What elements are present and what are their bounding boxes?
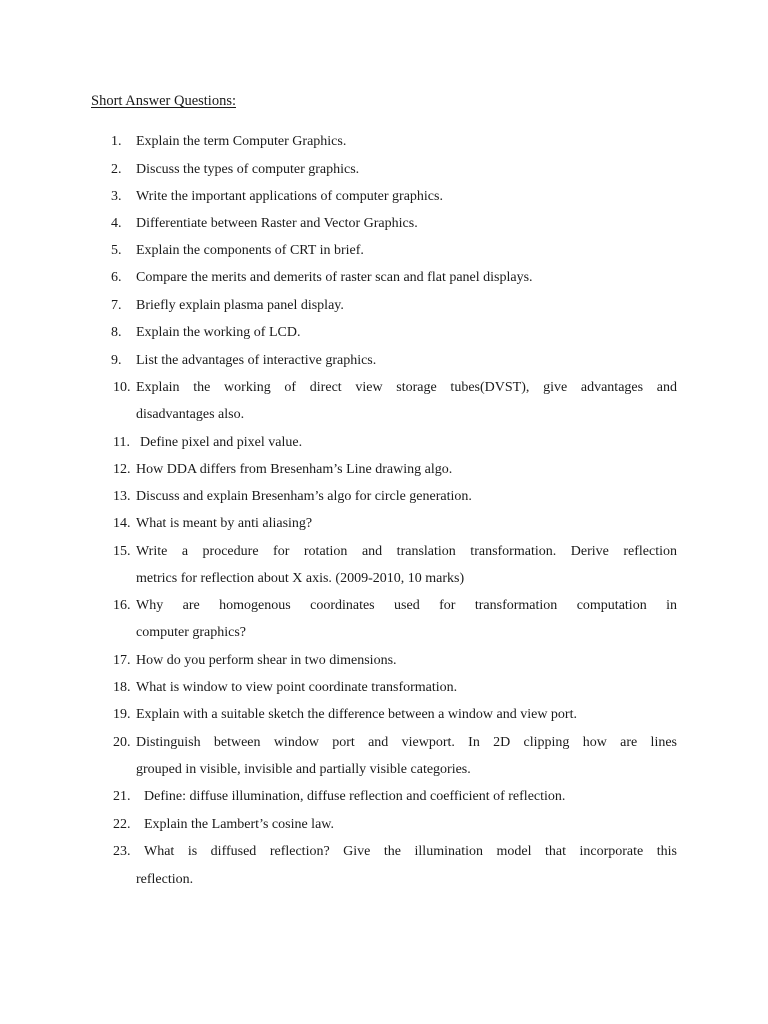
list-item <box>0 160 768 180</box>
list-item <box>0 268 768 288</box>
item-text-line: grouped in visible, invisible and partially visible categories. <box>136 762 471 777</box>
item-text-line: Distinguish between window port and viewport. In 2D clipping how are lines <box>136 735 677 750</box>
list-item <box>0 815 768 835</box>
item-number: 3. <box>111 189 122 204</box>
item-text-line: Why are homogenous coordinates used for transformation computation in <box>136 598 677 613</box>
item-number: 22. <box>113 817 131 832</box>
item-text: What is window to view point coordinate transformation. <box>136 680 458 695</box>
item-number: 12. <box>113 462 131 477</box>
list-item <box>0 296 768 316</box>
item-number: 10. <box>113 380 131 395</box>
item-number: 9. <box>111 353 122 368</box>
item-text: What is meant by anti aliasing? <box>136 516 313 531</box>
item-number: 19. <box>113 707 131 722</box>
list-item <box>0 487 768 507</box>
item-text: Write the important applications of computer graphics. <box>136 189 443 204</box>
item-text-line: Write a procedure for rotation and translation transformation. Derive reflection <box>136 544 677 559</box>
item-number: 7. <box>111 298 122 313</box>
item-text: Define: diffuse illumination, diffuse reflection and coefficient of reflection. <box>144 789 566 804</box>
list-item-continuation <box>0 569 768 589</box>
item-number: 6. <box>111 270 122 285</box>
item-text: How DDA differs from Bresenham’s Line drawing algo. <box>136 462 453 477</box>
item-text: Explain the Lambert’s cosine law. <box>144 817 334 832</box>
list-item <box>0 678 768 698</box>
list-item <box>0 705 768 725</box>
item-number: 14. <box>113 516 131 531</box>
list-item <box>0 460 768 480</box>
item-text: How do you perform shear in two dimensions. <box>136 653 397 668</box>
item-number: 16. <box>113 598 131 613</box>
item-number: 2. <box>111 162 122 177</box>
item-number: 18. <box>113 680 131 695</box>
item-number: 5. <box>111 243 122 258</box>
item-text: Explain with a suitable sketch the difference between a window and view port. <box>136 707 577 722</box>
list-item <box>0 433 768 453</box>
item-text: Explain the term Computer Graphics. <box>136 134 347 149</box>
list-item <box>0 842 768 862</box>
list-item-continuation <box>0 405 768 425</box>
item-text: List the advantages of interactive graphics. <box>136 353 377 368</box>
item-number: 1. <box>111 134 122 149</box>
item-number: 20. <box>113 735 131 750</box>
list-item <box>0 132 768 152</box>
item-text: Briefly explain plasma panel display. <box>136 298 344 313</box>
item-number: 4. <box>111 216 122 231</box>
item-number: 21. <box>113 789 131 804</box>
item-text: Differentiate between Raster and Vector Graphics. <box>136 216 418 231</box>
section-heading: Short Answer Questions: <box>91 93 236 109</box>
item-text: Explain the components of CRT in brief. <box>136 243 364 258</box>
item-number: 23. <box>113 844 131 859</box>
list-item-continuation <box>0 760 768 780</box>
item-text: Discuss the types of computer graphics. <box>136 162 360 177</box>
list-item <box>0 351 768 371</box>
list-item <box>0 596 768 616</box>
item-text: Discuss and explain Bresenham’s algo for circle generation. <box>136 489 472 504</box>
list-item <box>0 651 768 671</box>
list-item <box>0 733 768 753</box>
item-number: 13. <box>113 489 131 504</box>
item-text: Compare the merits and demerits of raster scan and flat panel displays. <box>136 270 533 285</box>
list-item <box>0 787 768 807</box>
list-item <box>0 378 768 398</box>
item-number: 11. <box>113 435 130 450</box>
list-item-continuation <box>0 870 768 890</box>
item-text-line: What is diffused reflection? Give the illumination model that incorporate this <box>144 844 677 859</box>
list-item <box>0 542 768 562</box>
list-item <box>0 514 768 534</box>
item-text: Explain the working of LCD. <box>136 325 301 340</box>
item-number: 17. <box>113 653 131 668</box>
item-text-line: reflection. <box>136 872 194 887</box>
item-text-line: disadvantages also. <box>136 407 245 422</box>
item-text: Define pixel and pixel value. <box>140 435 303 450</box>
item-text-line: Explain the working of direct view storage tubes(DVST), give advantages and <box>136 380 677 395</box>
list-item-continuation <box>0 623 768 643</box>
item-text-line: computer graphics? <box>136 625 247 640</box>
item-text-line: metrics for reflection about X axis. (2009-2010, 10 marks) <box>136 571 465 586</box>
item-number: 8. <box>111 325 122 340</box>
list-item <box>0 323 768 343</box>
item-number: 15. <box>113 544 131 559</box>
list-item <box>0 214 768 234</box>
list-item <box>0 187 768 207</box>
list-item <box>0 241 768 261</box>
